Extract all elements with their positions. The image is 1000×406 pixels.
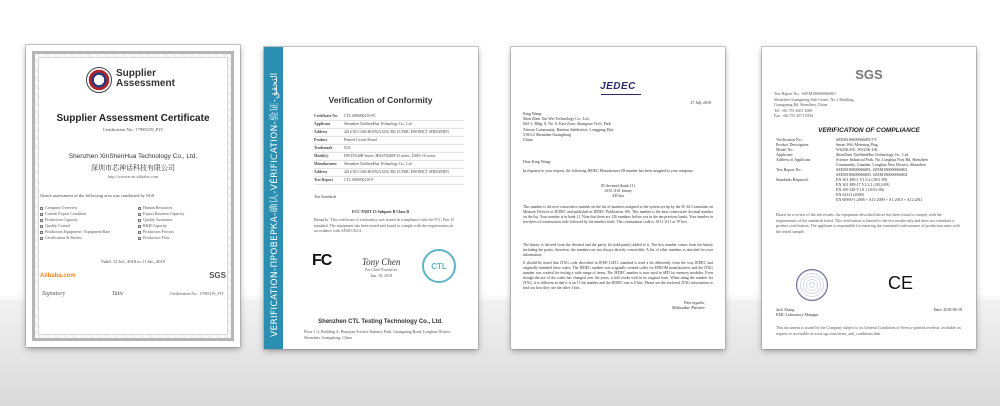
ctl-seal-icon	[422, 249, 456, 283]
supplier-assessment-certificate	[26, 45, 240, 347]
signer-role: EMC Laboratory Manager	[776, 312, 819, 317]
assessment-area-label: Quality Control	[45, 223, 71, 228]
row-value: HW25X40H Series, HW25X40H-15 series, 250H~10 series	[344, 154, 436, 158]
row-value: EN 301 489-1 V1.9.2 (2011-09)	[836, 177, 888, 182]
table-row	[314, 161, 464, 169]
checkbox-icon	[40, 225, 43, 228]
assessment-area-label: Production Capacity	[45, 217, 78, 222]
table-row	[314, 137, 464, 145]
alibaba-logo: Alibaba.com	[40, 272, 76, 279]
test-standards-label: Test Standards	[314, 195, 337, 199]
assessment-scope: Onsite assessment of the following area was conducted by SGS	[40, 193, 155, 198]
checkbox-icon	[138, 213, 141, 216]
checkbox-icon	[40, 213, 43, 216]
address-line: China	[523, 137, 533, 143]
row-key: Certificate No.	[314, 114, 338, 118]
row-key: Address	[314, 130, 328, 134]
row-key: Manufacturer	[314, 162, 337, 166]
row-key: Product Description:	[776, 142, 810, 147]
verification-signature-block	[362, 257, 400, 278]
checkbox-icon	[40, 237, 43, 240]
row-value: Printed Circuit Board	[344, 138, 377, 142]
company-name-en: Shenzhen XinShenHua Technology Co., Ltd.	[68, 153, 198, 160]
table-row	[314, 153, 464, 161]
address-line: Shen Zhen Xin Wei Technology Co., Ltd.	[523, 116, 590, 122]
address-line: Shenzhen Guangming Sub-Center, No.1 Building,	[774, 96, 855, 102]
table-row	[314, 113, 464, 121]
assessment-area-label: Export Business Capacity	[143, 211, 185, 216]
table-row	[314, 121, 464, 129]
signer-block	[776, 307, 819, 317]
verification-title: Verification of Conformity	[328, 95, 433, 105]
jedec-logo: JEDEC	[600, 81, 636, 92]
compliance-date: Date: 2018-06-18	[933, 307, 962, 312]
verification-details-table	[314, 113, 464, 185]
row-key: Model(s)	[314, 154, 329, 158]
checkbox-icon	[138, 219, 141, 222]
compliance-statement: Based on a review of the test results, the equipment described above has been found to comply with the requirements of the standards listed. This verification is limited to the test results only and does not constitute a product certification. The applicant is responsible for ensuring the continued conformance of production units with the tested sample.	[776, 212, 960, 234]
fcc-standard: FCC PART 15 Subpart B Class B	[351, 209, 410, 214]
address-line: Guanguang Rd, Shenzhen, China	[774, 102, 828, 107]
row-value: CTL1808050210-FC	[344, 114, 377, 118]
company-name-cn: 深圳市芯神话科技有限公司	[91, 164, 175, 172]
letter-paragraph-3: The binary is derived from the decimal and the parity bit (odd parity) added to it. The hex number comes from the binary including the parity; therefore, the numbers are not always directly convertible. A list of other numbers is attached for your information.	[523, 243, 713, 257]
logo-line2: Assessment	[116, 78, 175, 89]
verification-remarks: Remarks: This certificate of conformity was issued in compliance with the FCC Part 15 standard. The equipment has been tested and found to comply with the requirements in accordance with ANSI C63.4.	[314, 217, 455, 233]
row-value: SZEM180600066801, SZEM180600066802	[836, 167, 908, 172]
row-key: Address of Applicant:	[776, 157, 812, 162]
signature: Maksudar Parmer	[671, 305, 705, 310]
checkbox-icon	[138, 231, 141, 234]
address-line: Fax: +86 755 2671 0594	[774, 113, 814, 118]
assessment-area-label: Certification & Patents	[45, 235, 82, 240]
issuer-name: Shenzhen CTL Testing Technology Co., Ltd.	[318, 319, 443, 325]
row-value: CTL1808050210-F	[344, 178, 374, 182]
row-value: SZEM180600066801/TV	[836, 137, 878, 142]
row-key: Model No.:	[776, 147, 795, 152]
row-value: EN 300 328 V1.8.1 (2012-06)	[836, 187, 885, 192]
row-key	[776, 197, 836, 202]
signature-row	[42, 291, 224, 297]
ce-mark-icon: CE	[888, 273, 914, 293]
row-value: EN 60950-1:2006 + A11:2009 + A1:2010 + A12:2011	[836, 197, 923, 202]
row-value: WS25K-EU, WS25K-UK	[836, 147, 878, 152]
assessment-area-item	[138, 235, 226, 241]
table-row	[776, 197, 966, 202]
signature: Tony Chen	[362, 257, 401, 267]
table-row	[314, 177, 464, 185]
assessment-areas	[40, 205, 226, 241]
assessment-area-label: Production Process	[143, 229, 174, 234]
address-line: King Wang	[523, 111, 542, 116]
row-key: Standards Required:	[776, 177, 809, 182]
row-key: Product	[314, 138, 328, 142]
row-value: 421# NO.1046 HONGGANG RD LUOHU DISTRICT SHENZHEN	[344, 130, 449, 134]
address-line: 602-1, Bldg. 8, No. 9, East Zone, Shangxue Tech. Park	[523, 121, 611, 127]
letter-closing	[672, 300, 705, 310]
compliance-signature-row	[776, 307, 962, 317]
assessment-area-label: Production Equipment / Equipment Rate	[45, 229, 111, 234]
signature: Tatic	[111, 291, 124, 297]
assessment-area-label: Company Overview	[45, 205, 78, 210]
row-value: N/A	[344, 146, 351, 150]
band-text: VERIFICATION-ПРОВЕРКА-确认-VÉRIFICATION-验证-التحقق	[270, 72, 280, 337]
compliance-details-table	[776, 137, 966, 202]
row-value: SZEM180600066803, SZEM180600066804	[836, 172, 908, 177]
manufacturer-id-hex: AD hex	[611, 193, 625, 198]
assessment-area-label: Production Flow	[143, 235, 170, 240]
manufacturer-id-binary: 1010 1101 binary	[603, 188, 633, 193]
table-row	[314, 129, 464, 137]
row-value: Community, Guanlan, Longhua New District, Shenzhen	[836, 162, 926, 167]
fcc-logo-icon: FC	[312, 252, 332, 269]
signatory-label: Signatory	[42, 291, 66, 297]
checkbox-icon	[40, 219, 43, 222]
jedec-letter	[511, 47, 725, 349]
row-value: Shenzhen XinShenHua Technology Co., Ltd.	[344, 122, 413, 126]
checkbox-icon	[40, 207, 43, 210]
jedec-logo-underline	[601, 94, 641, 95]
row-value: EN 301 489-17 V2.2.1 (2012-09)	[836, 182, 890, 187]
certificate-title: Supplier Assessment Certificate	[56, 113, 210, 124]
address-line: Test Report No.: SZEM180600066801	[774, 91, 837, 96]
logo-text	[116, 69, 175, 89]
row-value: Shenzhen XinShenHua Technology Co., Ltd.	[344, 162, 413, 166]
table-row	[314, 169, 464, 177]
row-key: Verification No.:	[776, 137, 803, 142]
supplier-assessment-logo-icon	[86, 67, 112, 93]
row-value: EN 62311 (2008)	[836, 192, 864, 197]
letter-date: 27 July 2018	[690, 100, 711, 105]
sgs-logo: SGS	[855, 67, 883, 82]
verification-of-compliance	[762, 47, 976, 349]
verification-of-conformity	[264, 47, 478, 349]
company-url: http://xsmcn.en.alibaba.com	[107, 174, 159, 179]
row-key: Trademark	[314, 146, 333, 150]
row-key: Applicant:	[776, 152, 793, 157]
recipient-address	[523, 111, 614, 142]
checkbox-icon	[138, 207, 141, 210]
ctl-seal-text: CTL	[431, 261, 447, 271]
sgs-seal-icon	[796, 269, 828, 301]
row-value: ShenZhen XinShenHua Technology Co., Ltd.	[836, 152, 909, 157]
regards-text: Best regards,	[684, 300, 705, 305]
verification-side-band	[264, 47, 283, 349]
sign-date: Jun. 18, 2018	[370, 272, 392, 278]
checkbox-icon	[138, 237, 141, 240]
letter-paragraph-1: In response to your request, the following JEDEC Manufacturer ID number has been assigned to your company:	[523, 169, 694, 173]
certificate-number: Certification No.: 17985159_P1T	[102, 127, 164, 132]
row-key: Address	[314, 170, 328, 174]
assessment-area-label: Current Export Condition	[45, 211, 87, 216]
address-line: Tel: +86 755 2601 2000	[774, 107, 813, 113]
logo-line1: Supplier	[116, 68, 157, 79]
row-value: Science Industrial Park, No. Longhua First Rd, Shenzhen	[836, 157, 928, 162]
checkbox-icon	[40, 231, 43, 234]
row-key: Test Report No.:	[776, 167, 803, 172]
compliance-title: VERIFICATION OF COMPLIANCE	[818, 127, 920, 134]
row-key: Applicant	[314, 122, 331, 126]
table-row	[314, 145, 464, 153]
compliance-footer: This document is issued by the Company subject to its General Conditions of Service printed overleaf, available on request or accessible at www.sgs.com/terms_and_conditions.htm.	[776, 325, 961, 336]
certificate-footer	[40, 271, 226, 280]
signer-role: For Chief Executive	[364, 267, 398, 272]
signer-name: Jack Zhang	[776, 307, 795, 312]
letter-paragraph-2: This number is the next consecutive number on the list of numbers assigned to the system set-up by the JC-42 Committee on Memory Devices of JEDEC and published in JEDEC Publication 106. This number is the next consecutive decimal number on the list. Your number is in bank 11. Note that there are 126 numbers before you in the ten previous banks. Your number in ten bytes of continuation code followed by the number itself. The continuation code is: 0111 1111 or 7F hex.	[523, 205, 713, 224]
checkbox-icon	[138, 225, 141, 228]
sgs-logo: SGS	[209, 271, 226, 280]
row-value: Smart Wifi Metering Plug	[836, 142, 878, 147]
assessment-area-label: Human Resources	[143, 205, 173, 210]
row-key: Test Report	[314, 178, 333, 182]
letter-paragraph-4: It should be noted that JTAG code described in IEEE-1149.1 standard is used a bit differently from the way JEDEC had originally intended these codes. The JEDEC number was originally created solely for EPROM manufacturers and the JTAG number was created for testing a wide range of items. The JEDEC number is now used in SPD for memory modules. Even though the use of the codes has changed over the years, it still works well in its original form. When using the number for JTAG, it is different in that it is an 11-bit number and the JEDEC one is 8 bits. Please see the enclosed JTAG information to find out how they use the other 3 bits.	[523, 261, 713, 290]
assessment-areas-left	[40, 205, 128, 241]
validity-period: Valid: 12 Jul., 2018 to 11 Jul., 2019	[101, 259, 165, 264]
assessment-areas-right	[138, 205, 226, 241]
issuer-address: Floor 1-2, Building A, Huayuan Science Industry Park, Guanguang Road, Longhua District, Shenzhen, Guangdong, China	[304, 329, 452, 340]
assessment-area-item	[40, 235, 128, 241]
sgs-address	[774, 91, 894, 119]
address-line: 518112 Shenzhen Guangdong	[523, 131, 572, 137]
row-value: 421# NO.1046 HONGGANG RD LUOHU DISTRICT SHENZHEN	[344, 170, 449, 174]
certificate-reference: Certification No.: 17985159_P1T	[170, 291, 224, 296]
assessment-area-label: R&D Capacity	[143, 223, 167, 228]
assessment-area-label: Quality Assurance	[143, 217, 173, 222]
manufacturer-id-decimal: 85 decimal (bank 11)	[601, 183, 635, 188]
salutation: Dear King Wang:	[523, 159, 552, 164]
address-line: Xinxue Community, Bantian Subdistrict, Longgang Dist.	[523, 126, 615, 132]
